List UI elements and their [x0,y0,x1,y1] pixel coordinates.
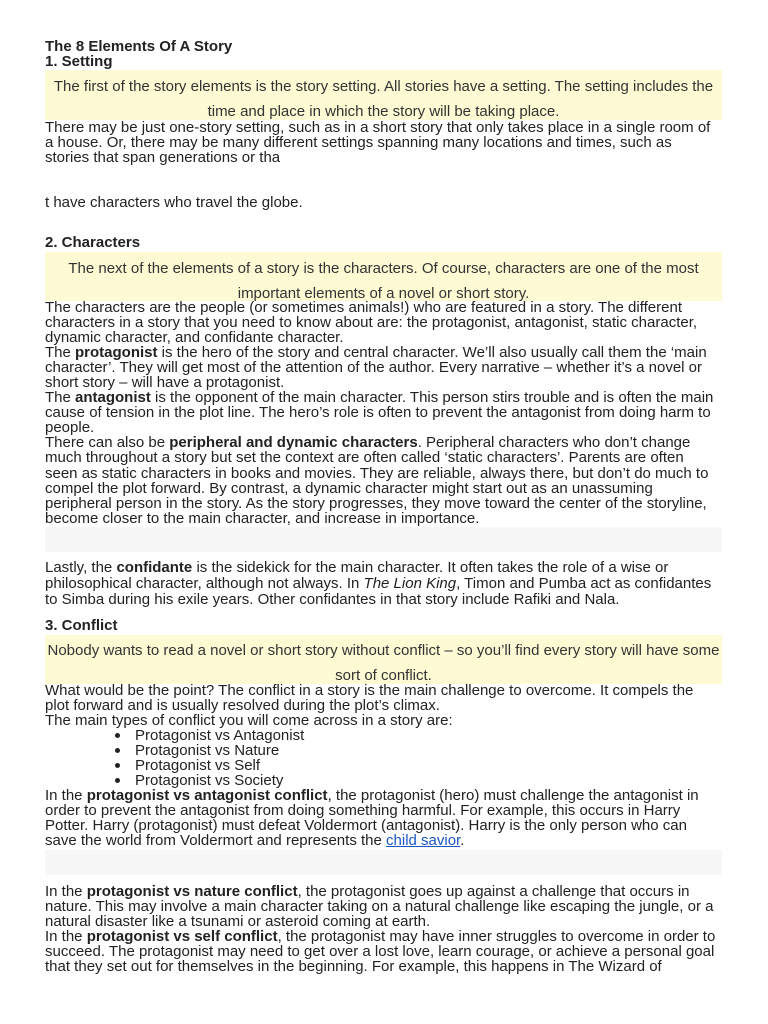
setting-continuation-line: t have characters who travel the globe. [45,193,303,211]
text-run: The [45,343,76,361]
peripheral-line [45,435,745,450]
characters-heading-block [45,235,745,250]
term-vs-self: protagonist vs self conflict [86,927,278,945]
setting-continuation [45,195,745,210]
callout-setting [45,70,722,120]
list-item-text: Protagonist vs Society [135,772,284,790]
vs-antagonist-line [45,788,745,803]
term-peripheral-dynamic: peripheral and dynamic characters [169,434,418,452]
bullet-icon [115,748,120,753]
text-run: is the opponent of the main character. This person stirs trouble and is often the main [150,389,714,407]
vs-nature-line [45,884,745,899]
title-block [45,39,745,69]
conflict-intro-line: plot forward and is usually resolved during the plot’s climax. [45,696,440,714]
confidante-line: to Simba during his exile years. Other confidantes in that story include Rafiki and Nala. [45,591,620,608]
callout-line: time and place in which the story will be taking place. [207,102,560,120]
peripheral-line: compel the plot forward. By contrast, a dynamic character might start out as an unassuming [45,479,653,497]
conflict-heading-block [45,618,745,633]
text-run: . Peripheral characters who don’t change [417,434,691,452]
conflict-types-detail [45,884,745,975]
section-heading-conflict: 3. Conflict [45,616,118,634]
text-run: is the sidekick for the main character. It often takes the role of a wise or [192,559,669,576]
vs-antagonist-line [45,833,745,848]
bullet-icon [115,763,120,768]
setting-body-line: stories that span generations or tha [45,148,281,166]
antagonist-line: cause of tension in the plot line. The hero’s role is often to prevent the antagonist from doing harm to [45,404,711,422]
protagonist-line: short story – will have a protagonist. [45,373,285,391]
text-run: In the [45,787,87,805]
section-heading-setting: 1. Setting [45,52,113,70]
callout-characters [45,252,722,301]
work-title: The Lion King [363,575,457,592]
text-run: , the protagonist may have inner struggles to overcome in order to [277,927,716,945]
peripheral-line: peripheral person in the story. As the story progresses, they move toward the center of the storyline, [45,494,707,512]
confidante-line [45,560,745,576]
text-run: , the protagonist (hero) must challenge the antagonist in [327,787,699,805]
callout-line: The first of the story elements is the story setting. All stories have a setting. The setting includes the [53,77,714,95]
text-run: Lastly, the [45,559,117,576]
protagonist-line [45,345,745,360]
text-run: , the protagonist goes up against a challenge that occurs in [297,882,690,900]
term-antagonist: antagonist [75,389,151,407]
conflict-intro-line: What would be the point? The conflict in a story is the main challenge to overcome. It compels the [45,681,694,699]
antagonist-line: people. [45,419,95,437]
characters-body [45,300,745,526]
list-item-text: Protagonist vs Nature [135,741,280,759]
term-vs-antagonist: protagonist vs antagonist conflict [86,787,328,805]
confidante-paragraph [45,560,745,608]
peripheral-line: seen as static characters in books and movies. They are reliable, always there, but don’t do much to [45,464,709,482]
vs-self-line: succeed. The protagonist may need to get over a lost love, learn courage, or achieve a personal goal [45,942,715,960]
text-run: save the world from Voldermort and represents the [45,832,387,850]
conflict-body [45,683,745,849]
setting-body [45,120,745,165]
list-item-text: Protagonist vs Self [135,756,261,774]
vs-self-line: that they set out for themselves in the beginning. For example, this happens in The Wizard of [45,957,662,975]
callout-line: Nobody wants to read a novel or short story without conflict – so you’ll find every story will have some [47,642,720,659]
bullet-icon [115,733,120,738]
term-protagonist: protagonist [75,343,158,361]
text-run: is the hero of the story and central character. We’ll also usually call them the ‘main [157,343,707,361]
vs-nature-line: natural disaster like a tsunami or asteroid coming at earth. [45,912,431,930]
peripheral-line: much throughout a story but set the context are often called ‘static characters’. Parents are often [45,449,684,467]
characters-intro-line: The characters are the people (or sometimes animals!) who are featured in a story. The different [45,298,682,316]
callout-line: important elements of a novel or short story. [237,284,530,302]
characters-intro-line: characters in a story that you need to know about are: the protagonist, antagonist, static character, [45,313,698,331]
vs-nature-line: nature. This may involve a main character taking on a natural challenge like escaping the jungle, or a [45,897,714,915]
list-item [45,728,745,743]
vs-self-line [45,929,745,944]
setting-body-line: a house. Or, there may be many different settings spanning many locations and times, such as [45,133,672,151]
blank-band [45,527,722,552]
confidante-line [45,576,745,592]
blank-band [45,850,722,875]
callout-line: The next of the elements of a story is the characters. Of course, characters are one of the most [68,259,699,277]
list-item [45,758,745,773]
antagonist-line [45,390,745,405]
peripheral-line: become closer to the main character, and increase in importance. [45,509,480,527]
section-heading-characters: 2. Characters [45,233,141,251]
list-item-text: Protagonist vs Antagonist [135,726,305,744]
callout-conflict [45,635,722,684]
vs-antagonist-line: order to prevent the antagonist from doing something harmful. For example, this occurs in Harry [45,802,681,820]
text-run: In the [45,927,87,945]
conflict-intro-line: The main types of conflict you will come across in a story are: [45,711,453,729]
text-run: philosophical character, although not always. In [45,575,364,592]
text-run: The [45,389,76,407]
document-title: The 8 Elements Of A Story [45,37,233,55]
list-item [45,773,745,788]
term-vs-nature: protagonist vs nature conflict [86,882,298,900]
callout-line: sort of conflict. [335,667,432,684]
characters-intro-line: dynamic character, and confidante character. [45,328,344,346]
text-run: , Timon and Pumba act as confidantes [456,575,712,592]
text-run: In the [45,882,87,900]
list-item [45,743,745,758]
vs-antagonist-line: Potter. Harry (protagonist) must defeat Voldermort (antagonist). Harry is the only person who can [45,817,687,835]
child-savior-link[interactable]: child savior [386,832,461,850]
bullet-icon [115,778,120,783]
term-confidante: confidante [116,559,193,576]
setting-body-line: There may be just one-story setting, such as in a short story that only takes place in a single room of [45,118,711,136]
text-run: There can also be [45,434,170,452]
text-run: . [460,832,465,850]
protagonist-line: character’. They will get most of the attention of the author. Every narrative – whether it’s a novel or [45,358,703,376]
